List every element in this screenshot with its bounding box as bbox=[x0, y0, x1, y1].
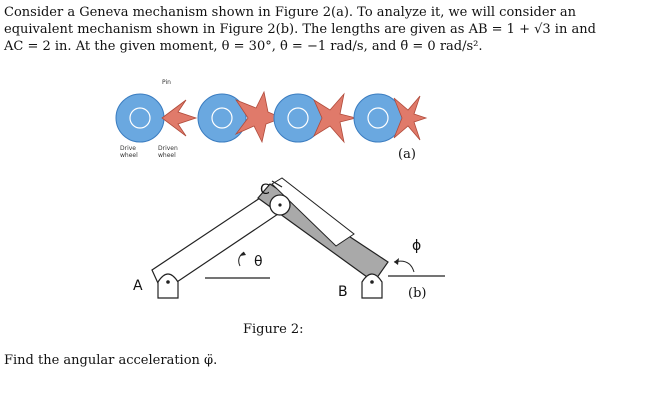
slotted-link-b bbox=[258, 178, 388, 282]
question-text: Find the angular acceleration φ̈. bbox=[4, 353, 218, 368]
geneva-frame-3 bbox=[274, 94, 356, 142]
problem-line-1: Consider a Geneva mechanism shown in Figure 2(a). To analyze it, we will consider an bbox=[4, 5, 576, 20]
phi-label: ϕ bbox=[412, 238, 422, 254]
figure-caption: Figure 2: bbox=[243, 322, 304, 337]
ground-support-b bbox=[362, 274, 382, 298]
drive-label: Drive bbox=[120, 145, 136, 152]
figure-b-label: (b) bbox=[408, 286, 427, 301]
geneva-frame-4 bbox=[354, 94, 426, 142]
ground-support-a bbox=[158, 274, 178, 298]
problem-line-3: AC = 2 in. At the given moment, θ = 30°, θ̇ = −1 rad/s, and θ̈ = 0 rad/s². bbox=[4, 39, 483, 54]
driven-label-2: wheel bbox=[158, 152, 176, 159]
drive-label-2: wheel bbox=[120, 152, 138, 159]
pin-label: Pin bbox=[162, 79, 171, 86]
phi-reference bbox=[388, 258, 445, 276]
problem-line-2: equivalent mechanism shown in Figure 2(b). The lengths are given as AB = 1 + √3 in and bbox=[4, 22, 596, 37]
point-c-label: C bbox=[260, 182, 270, 198]
point-b-label: B bbox=[338, 284, 348, 300]
figure-a-label: (a) bbox=[398, 147, 416, 162]
theta-label: θ bbox=[254, 254, 263, 270]
pin-c bbox=[270, 195, 290, 215]
driven-label: Driven bbox=[158, 145, 178, 152]
point-a-label: A bbox=[133, 278, 143, 294]
geneva-frame-1 bbox=[116, 94, 196, 142]
geneva-frame-2 bbox=[198, 92, 282, 142]
